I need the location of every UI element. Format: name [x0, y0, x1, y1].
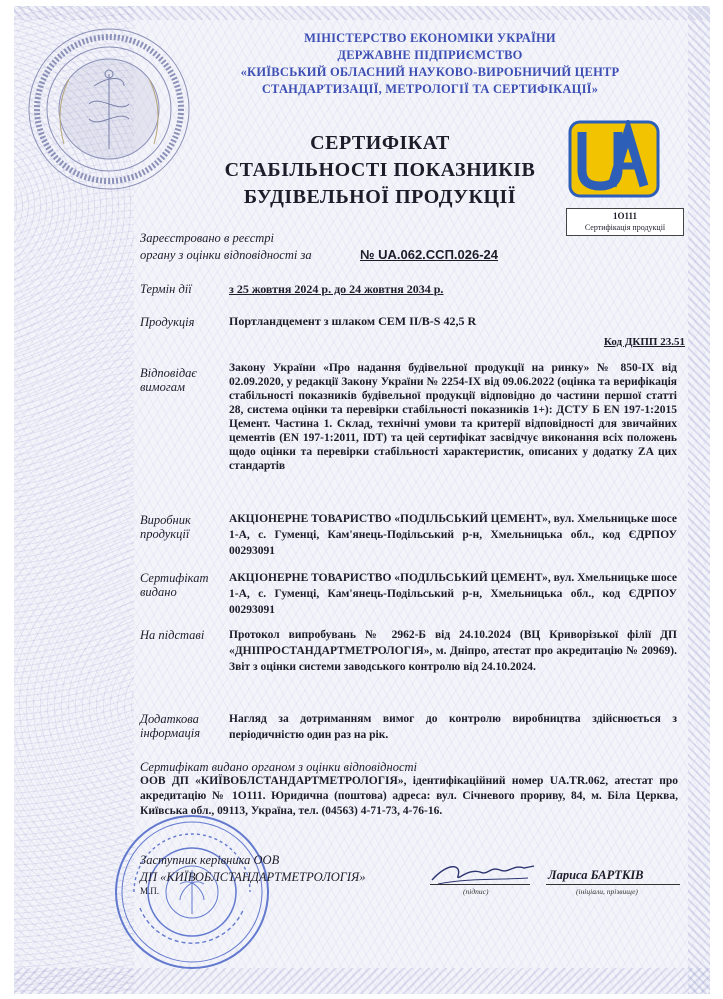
issuer-label: Сертифікат видано органом з оцінки відповідності — [140, 760, 417, 774]
additional-label — [140, 712, 200, 740]
title-line-3: БУДІВЕЛЬНОЇ ПРОДУКЦІЇ — [243, 186, 517, 208]
registration-label-line-2: органу з оцінки відповідності за — [140, 248, 312, 262]
accreditation-box — [566, 208, 684, 236]
requirements-label-line-2: вимогам — [140, 380, 186, 394]
name-caption: (ініціали, прізвище) — [576, 887, 638, 896]
center-line-2: СТАНДАРТИЗАЦІЇ, МЕТРОЛОГІЇ ТА СЕРТИФІКАЦІЇ» — [261, 82, 599, 96]
signatory-name: Лариса БАРТКІВ — [548, 868, 644, 882]
basis-label: На підставі — [140, 628, 205, 642]
signature-caption: (підпис) — [463, 887, 489, 896]
issuer-header — [200, 30, 660, 98]
signature-line — [430, 884, 530, 885]
registration-label-line-1: Зареєстровано в реєстрі — [140, 231, 275, 245]
signatory-position-line-1: Заступник керівника ООВ — [140, 853, 280, 867]
basis-value: Протокол випробувань № 2962-Б від 24.10.2024 (ВЦ Криворізької філії ДП «ДНІПРОСТАНДАРТМЕТРОЛОГІЯ», м. Дніпро, атестат про акредитацію № 20969). Звіт з оцінки системи заводського контролю від 24.10.2024. — [229, 629, 677, 673]
additional-value: Нагляд за дотриманням вимог до контролю виробництва здійснюється з періодичністю один раз на рік. — [229, 713, 677, 741]
requirements-label — [140, 366, 197, 394]
issued-to-label — [140, 571, 209, 599]
product-label: Продукція — [140, 315, 195, 329]
ministry-line: МІНІСТЕРСТВО ЕКОНОМІКИ УКРАЇНИ — [304, 31, 556, 45]
issuer-value: ООВ ДП «КИЇВОБЛСТАНДАРТМЕТРОЛОГІЯ», ідентифікаційний номер UA.TR.062, атестат про акредитацію № 1О111. Юридична (поштова) адреса: вул. Січневого прориву, 84, м. Біла Церква, Київська обл., 09113, Україна, тел. (04563) 4-71-73, 4-76-16. — [140, 775, 678, 817]
ua-conformity-logo — [568, 120, 660, 198]
additional-label-line-1: Додаткова — [140, 712, 199, 726]
additional-label-line-2: інформація — [140, 726, 201, 740]
accreditation-caption: Сертифікація продукції — [584, 223, 666, 232]
accreditation-code: 1O111 — [612, 211, 637, 221]
issued-to-value: АКЦІОНЕРНЕ ТОВАРИСТВО «ПОДІЛЬСЬКИЙ ЦЕМЕНТ», вул. Хмельницьке шосе 1-А, с. Гуменці, Кам'янець-Подільський р-н, Хмельницька обл., код ЄДРПОУ 00293091 — [229, 572, 677, 616]
registration-label — [140, 231, 312, 262]
manufacturer-label-line-2: продукції — [140, 527, 190, 541]
requirements-value: Закону України «Про надання будівельної продукції на ринку» № 850-IX від 02.09.2020, у редакції Закону України № 2254-IX від 09.06.2022 (оцінка та верифікація стабільності показників будівельної продукції відповідно до частини першої статті 28, система оцінки та перевірки стабільності показників 1+): ДСТУ Б EN 197-1:2015 Цемент. Частина 1. Склад, технічні умови та критерії відповідності для звичайних цементів (EN 197-1:2011, IDT) та цей сертифікат засвідчує виконання всіх положень щодо оцінки та перевірки стабільності характеристик, описаних у додатку ZA цих стандартів — [229, 362, 677, 472]
product-value: Портландцемент з шлаком CEM II/B-S 42,5 R — [229, 314, 477, 328]
manufacturer-label — [140, 513, 191, 541]
manufacturer-label-line-1: Виробник — [140, 513, 191, 527]
manufacturer-value: АКЦІОНЕРНЕ ТОВАРИСТВО «ПОДІЛЬСЬКИЙ ЦЕМЕНТ», вул. Хмельницьке шосе 1-А, с. Гуменці, Кам'янець-Подільський р-н, Хмельницька обл., код ЄДРПОУ 00293091 — [229, 513, 677, 557]
issued-to-label-line-2: видано — [140, 585, 177, 599]
emblem-seal-icon — [24, 24, 194, 194]
signatory-position — [140, 852, 366, 886]
signatory-position-line-2: ДП «КИЇВОБЛСТАНДАРТМЕТРОЛОГІЯ» — [140, 870, 366, 884]
title-line-1: СЕРТИФІКАТ — [310, 132, 450, 154]
title-line-2: СТАБІЛЬНОСТІ ПОКАЗНИКІВ — [224, 159, 536, 181]
dkpp-code: Код ДКПП 23.51 — [603, 336, 685, 348]
issued-to-label-line-1: Сертифікат — [140, 571, 209, 585]
registration-number: № UA.062.ССП.026-24 — [360, 247, 499, 262]
round-stamp-icon — [112, 812, 272, 972]
requirements-label-line-1: Відповідає — [140, 366, 197, 380]
term-value: з 25 жовтня 2024 р. до 24 жовтня 2034 р. — [229, 282, 444, 296]
center-line: «КИЇВСЬКИЙ ОБЛАСНИЙ НАУКОВО-ВИРОБНИЧИЙ ЦЕНТР — [240, 65, 620, 79]
guilloche-border-right — [688, 6, 710, 994]
enterprise-line: ДЕРЖАВНЕ ПІДПРИЄМСТВО — [337, 48, 523, 62]
name-line — [546, 884, 680, 885]
term-label: Термін дії — [140, 282, 192, 296]
document-title — [170, 130, 590, 211]
seal-place-mark: М.П. — [140, 886, 160, 896]
